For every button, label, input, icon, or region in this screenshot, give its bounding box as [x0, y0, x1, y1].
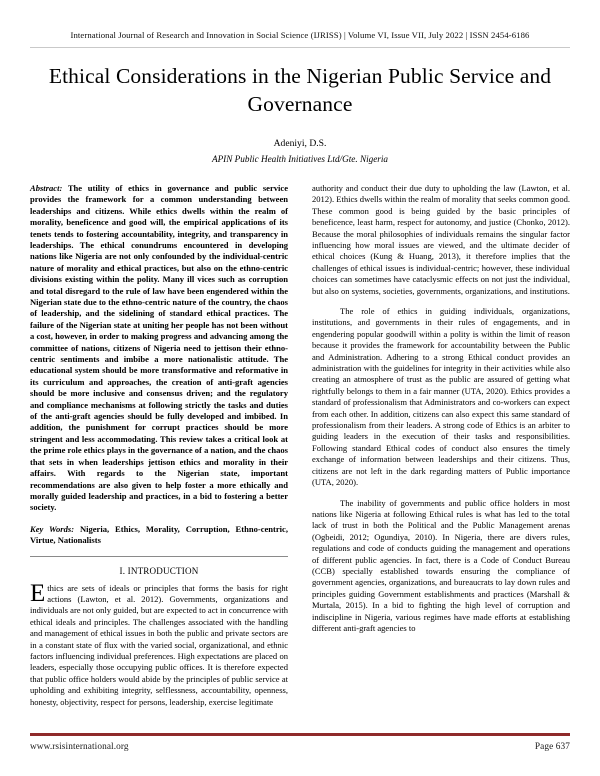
keywords-label: Key Words:: [30, 523, 75, 534]
author-affiliation: APIN Public Health Initiatives Ltd/Gte. Nigeria: [211, 154, 389, 165]
running-head: International Journal of Research and Innovation in Social Science (IJRISS) | Volume VI, Issue VII, July 2022 | ISSN 2454-6186: [70, 30, 530, 40]
left-column: [30, 183, 288, 708]
abstract-label: Abstract:: [30, 182, 63, 193]
author-block: [30, 137, 570, 167]
body-columns: [30, 183, 570, 708]
abstract-paragraph: [30, 183, 288, 514]
footer-row: [30, 742, 570, 752]
header-divider: [30, 47, 570, 48]
footer-page-number: Page 637: [534, 742, 570, 752]
body-paragraph: The inability of governments and public office holders in most nations like Nigeria at following Ethical rules is what has led to the total lack of trust in both the Political and the Public Management arenas (Ogbeidi, 2012; Ogundiya, 2010). In Nigeria, there are divers rules, regulations and code of conducts guiding the management and operations of different public agencies. In fact, there is a Code of Conduct Bureau (CCB) specially established towards ensuring the compliance of government agencies, organizations, and bureaucrats to lay down rules and principles guiding Government establishments and practices (Marshall & Murtala, 2015). In a bid to fighting the high level of corruption and indiscipline in Nigeria, various regimes have made efforts at establishing different anti-graft agencies to: [312, 497, 570, 633]
paragraph-gap: [312, 297, 570, 306]
paragraph-gap: [312, 489, 570, 498]
page-footer: [30, 733, 570, 752]
body-paragraph: The role of ethics in guiding individuals, organizations, institutions, and governments in their rules of engagements, and in engendering popular goodwill within a polity is within the limit of reason because it provides the framework for accountability between the Public and Administration. Adhering to a strong Ethical conduct provides an administration with the guidelines for integrity in their activities while also creating an atmosphere of trust as the public are assured of getting what rightfully belongs to them in a fair manner (UTA, 2020). Ethics provides a standard of professionalism that Administrators and co-workers can expect from each other. In addition, citizens can also expect this same standard of professionalism from their leaders. A strong code of Ethics is an arbiter to guiding leaders in the execution of their tasks and responsibilities. Following standard Ethical codes of conduct also ensures the timely exchange of information between leaderships and their citizens. Thus, citizens are not left in the dark regarding matters of Public importance (UTA, 2020).: [312, 306, 570, 488]
right-column: [312, 183, 570, 708]
intro-paragraph: Ethics are sets of ideals or principles that forms the basis for right actions (Lawton, et al. 2012). Governments, organizations and individuals are not only guided, but are expected to act in concurrence with ethical ideals and principles. The challenges associated with the handling and management of ethical issues in both the public and private sectors are in a constant state of flux with the varied social, organizational, and ethnic factors influencing individual preferences. High expectations are placed on leaders, especially those occupying public offices. It is therefore expected that public office holders would abide by the principles of public service at upholding and exhibiting integrity, selflessness, accountability, openness, honesty, objectivity, respect for persons, leadership, exercise legitimate: [30, 579, 288, 707]
keywords-paragraph: [30, 524, 288, 547]
section-divider: [30, 556, 288, 557]
page-title: Ethical Considerations in the Nigerian Public Service and Governance: [48, 64, 552, 117]
abstract-text: The utility of ethics in governance and public service provides the framework for a common understanding between leaderships and citizens. While ethics dwells within the realm of morality, beneficence and good will, the empirical applications of its tenets tends to fostering accountability, integrity, and transparency in leaderships. The ethical conundrums encountered in developing nations like Nigeria are not only confounded by the individual-centric nature of morality and ethical practices, but also on the ethno-centric divisions existing within the polity. Many ill vices such as corruption and total disregard to the rule of law have been engendered within the Nigerian state due to the ethno-centric nature of the country, the chaos of leadership, and the sidelining of standard ethical practices. The failure of the Nigerian state at uniting her people has not been without a cost, however, in order to making progress and advancing among the committee of nations, citizens of Nigeria need to jettison their ethno-centric sentiments and imbibe a more nationalistic attitude. The educational system should be more transformative and reformative in its curriculum and approaches, the creation of anti-graft agencies should be more inclusive and consensus driven; and the regulatory and compliance mechanisms at following strictly the tasks and duties of the anti-graft agencies should be fully developed and imbibed. In addition, the punishment for corrupt practices should be more stringent and less accommodating. This review takes a critical look at the prime role ethics plays in the governance of a nation, and the chaos that sets in when leaderships jettison ethics and morality in their affairs. With regards to the Nigerian state, important recommendations are also given to help foster a more ethically and morally guided leadership and practices, in a bid to fostering a better society.: [30, 182, 288, 513]
footer-url[interactable]: www.rsisinternational.org: [30, 742, 129, 752]
section-heading-introduction: I. INTRODUCTION: [119, 565, 199, 576]
keywords-text: Nigeria, Ethics, Morality, Corruption, Ethno-centric, Virtue, Nationalists: [30, 523, 288, 546]
footer-divider: [30, 733, 570, 736]
author-name: Adeniyi, D.S.: [273, 137, 327, 149]
body-paragraph: authority and conduct their due duty to upholding the law (Lawton, et al. 2012). Ethics dwells within the realm of morality that seeks common good. These common good is being guided by the basic principles of beneficence, least harm, respect for autonomy, and justice (Chonko, 2012). Because the moral philosophies of individuals remains the singular factor influencing how moral issues are viewed, and the ultimate decider of ethical choices (Kung & Huang, 2013), it therefore implies that the challenges of ethical issues is individual-centric; however, these individual choices can sometimes have cataclysmic effects on not just the individual, but also on systems, societies, governments, organizations, and institutions.: [312, 182, 570, 296]
